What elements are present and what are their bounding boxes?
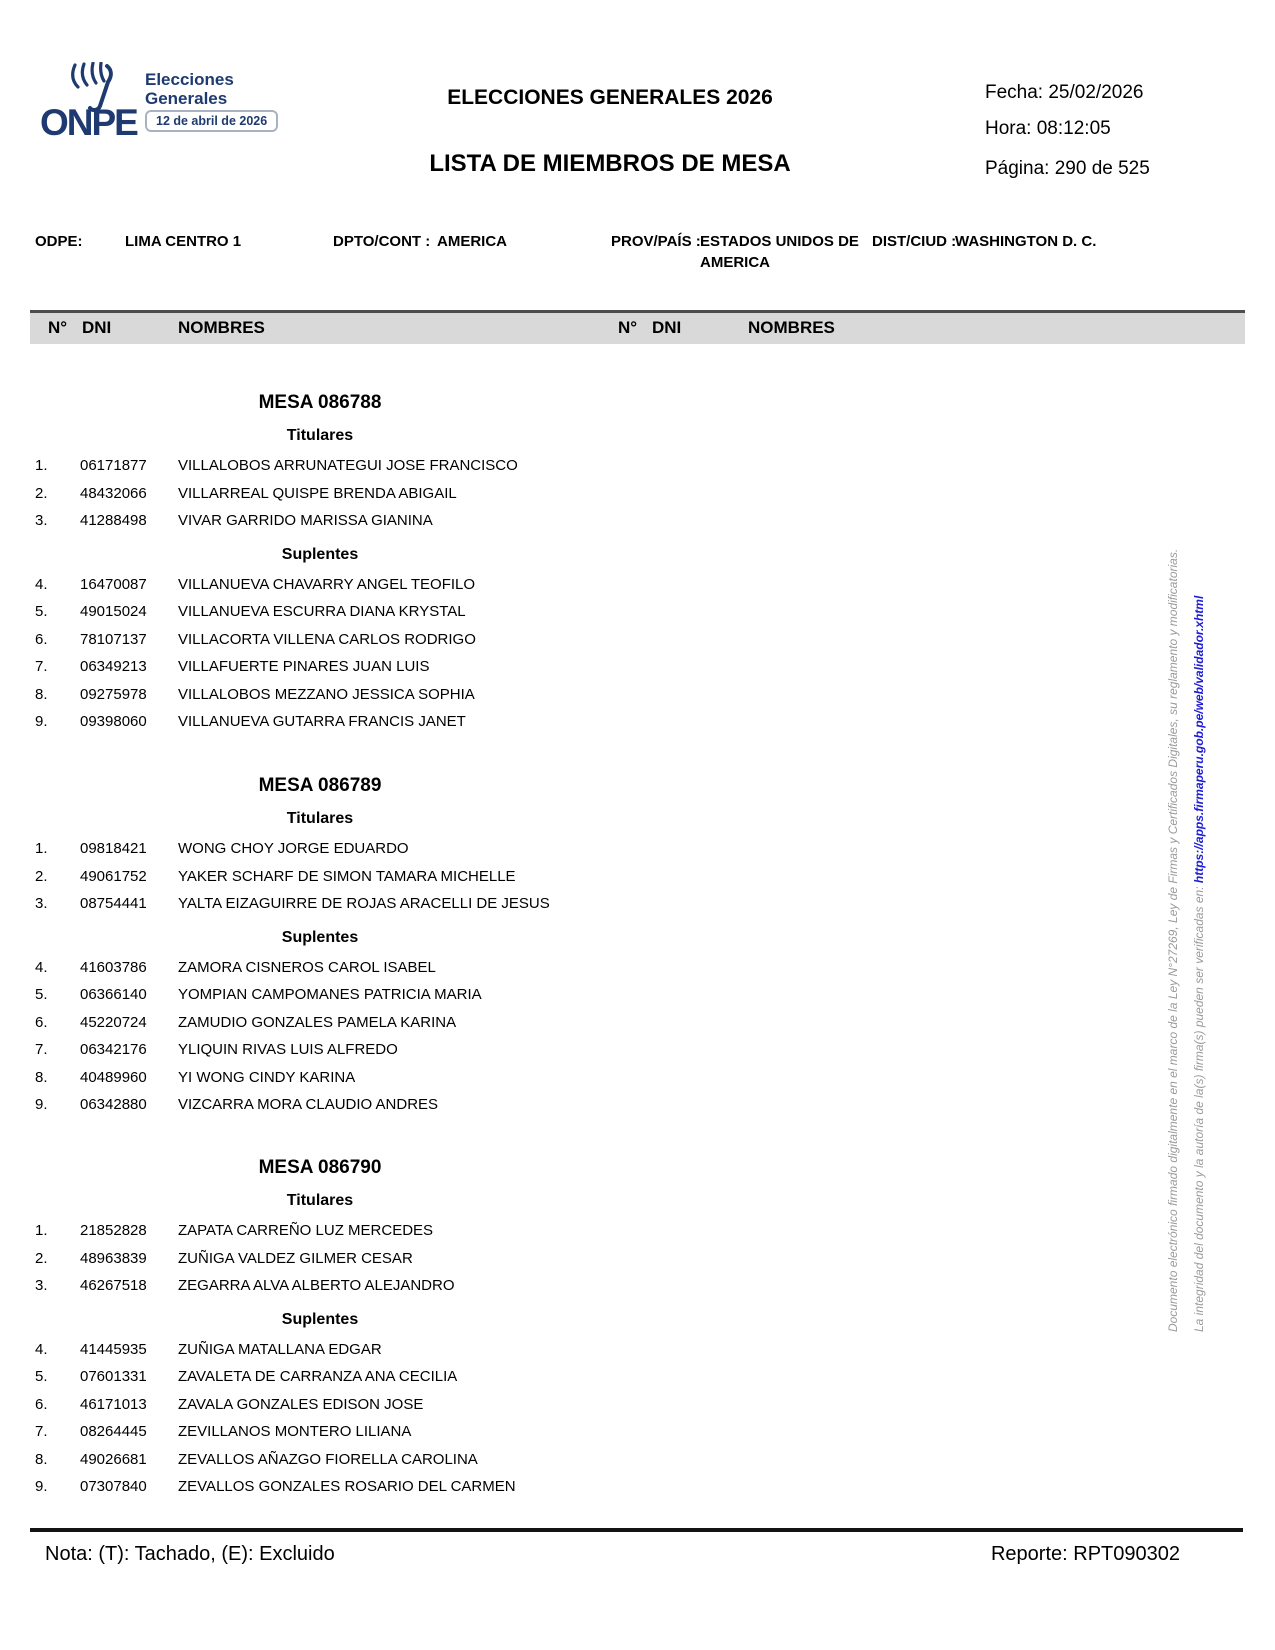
row-number: 5. xyxy=(35,986,48,1003)
member-name: ZAPATA CARREÑO LUZ MERCEDES xyxy=(178,1222,434,1239)
col-header-dni-2: DNI xyxy=(652,318,682,337)
member-row xyxy=(30,658,610,686)
member-row xyxy=(30,686,610,714)
report-code: Reporte: RPT090302 xyxy=(990,1543,1180,1565)
member-dni: 49026681 xyxy=(80,1450,147,1468)
member-row xyxy=(30,959,610,987)
election-date-badge: 12 de abril de 2026 xyxy=(145,110,278,132)
mesa-title: MESA 086790 xyxy=(258,1157,382,1178)
member-dni: 48432066 xyxy=(80,484,147,502)
signature-note-prefix: La integridad del documento y la autoría de la(s) firma(s) pueden ser verificadas en: xyxy=(1192,883,1206,1332)
col-header-num-2: N° xyxy=(618,318,638,337)
member-dni: 07307840 xyxy=(80,1478,147,1495)
prov-label: PROV/PAÍS : xyxy=(611,233,701,250)
mesa-section xyxy=(30,775,610,1124)
member-row xyxy=(30,1277,610,1305)
odpe-value: LIMA CENTRO 1 xyxy=(125,233,242,250)
member-dni: 06342176 xyxy=(80,1041,147,1058)
onpe-wordmark: ONPE xyxy=(40,102,137,143)
row-number: 1. xyxy=(35,1222,48,1239)
row-number: 5. xyxy=(35,1368,48,1385)
member-dni: 09398060 xyxy=(80,713,147,730)
onpe-logo xyxy=(40,62,268,143)
member-name: ZAVALA GONZALES EDISON JOSE xyxy=(178,1395,424,1413)
member-name: VIZCARRA MORA CLAUDIO ANDRES xyxy=(178,1096,439,1113)
row-number: 9. xyxy=(35,1478,48,1495)
row-number: 4. xyxy=(35,575,48,593)
page-title: LISTA DE MIEMBROS DE MESA xyxy=(429,150,791,177)
signature-note-line1: Documento electrónico firmado digitalmente en el marco de la Ley N°27269, Ley de Firmas y Certificados Digitales, su reglamento y modificatorias. xyxy=(1166,548,1180,1332)
footer-divider xyxy=(30,1528,1243,1532)
row-number: 3. xyxy=(35,895,48,912)
footer-note: Nota: (T): Tachado, (E): Excluido xyxy=(45,1543,335,1565)
member-name: ZEVALLOS AÑAZGO FIORELLA CAROLINA xyxy=(178,1450,478,1468)
row-number: 7. xyxy=(35,658,48,675)
group-label: Suplentes xyxy=(281,1310,359,1328)
member-row xyxy=(30,1423,610,1451)
member-row xyxy=(30,1368,610,1396)
row-number: 2. xyxy=(35,1249,48,1267)
row-number: 3. xyxy=(35,1277,48,1294)
member-name: ZUÑIGA VALDEZ GILMER CESAR xyxy=(178,1249,413,1267)
group-label: Titulares xyxy=(286,427,354,444)
member-dni: 21852828 xyxy=(80,1222,147,1239)
member-name: ZAMUDIO GONZALES PAMELA KARINA xyxy=(178,1013,457,1031)
member-name: ZUÑIGA MATALLANA EDGAR xyxy=(178,1340,382,1358)
member-dni: 41445935 xyxy=(80,1340,147,1358)
row-number: 4. xyxy=(35,958,48,976)
member-dni: 06342880 xyxy=(80,1096,147,1113)
member-dni: 41603786 xyxy=(80,958,147,976)
member-row xyxy=(30,576,610,604)
page-number-field: Página: 290 de 525 xyxy=(985,158,1150,179)
member-row xyxy=(30,1250,610,1278)
member-row xyxy=(30,895,610,923)
odpe-label: ODPE: xyxy=(35,233,83,250)
member-row xyxy=(30,1341,610,1369)
row-number: 8. xyxy=(35,1450,48,1468)
group-label: Titulares xyxy=(286,810,354,827)
col-header-nombres: NOMBRES xyxy=(178,318,265,337)
row-number: 1. xyxy=(35,840,48,857)
member-dni: 49061752 xyxy=(80,867,147,885)
row-number: 9. xyxy=(35,713,48,730)
time-field: Hora: 08:12:05 xyxy=(985,118,1111,139)
member-name: YAKER SCHARF DE SIMON TAMARA MICHELLE xyxy=(178,867,516,885)
row-number: 8. xyxy=(35,1068,48,1086)
col-header-dni: DNI xyxy=(82,318,112,337)
member-dni: 49015024 xyxy=(80,603,147,620)
row-number: 7. xyxy=(35,1041,48,1058)
member-row xyxy=(30,868,610,896)
member-name: VIVAR GARRIDO MARISSA GIANINA xyxy=(178,512,433,529)
member-name: VILLAFUERTE PINARES JUAN LUIS xyxy=(178,658,430,675)
member-name: ZEVILLANOS MONTERO LILIANA xyxy=(178,1423,412,1440)
member-row xyxy=(30,1396,610,1424)
member-dni: 09275978 xyxy=(80,685,147,703)
member-row xyxy=(30,1451,610,1479)
member-row xyxy=(30,1478,610,1506)
member-dni: 06171877 xyxy=(80,457,147,474)
member-name: VILLANUEVA CHAVARRY ANGEL TEOFILO xyxy=(178,575,476,593)
member-row xyxy=(30,512,610,540)
row-number: 4. xyxy=(35,1340,48,1358)
member-dni: 45220724 xyxy=(80,1013,147,1031)
member-dni: 41288498 xyxy=(80,512,147,529)
member-row xyxy=(30,1041,610,1069)
member-dni: 09818421 xyxy=(80,840,147,857)
logo-tagline-line2: Generales xyxy=(145,89,228,108)
member-row xyxy=(30,1222,610,1250)
row-number: 6. xyxy=(35,630,48,648)
member-dni: 78107137 xyxy=(80,630,147,648)
mesa-title: MESA 086788 xyxy=(258,392,382,413)
logo-tagline-line1: Elecciones xyxy=(145,70,234,89)
member-row xyxy=(30,485,610,513)
member-name: ZEVALLOS GONZALES ROSARIO DEL CARMEN xyxy=(178,1478,516,1495)
member-dni: 08264445 xyxy=(80,1423,147,1440)
member-dni: 48963839 xyxy=(80,1249,147,1267)
member-row xyxy=(30,713,610,741)
col-header-num: N° xyxy=(48,318,68,337)
group-label: Suplentes xyxy=(281,545,359,563)
member-row xyxy=(30,457,610,485)
member-name: YI WONG CINDY KARINA xyxy=(178,1068,356,1086)
row-number: 8. xyxy=(35,685,48,703)
member-name: WONG CHOY JORGE EDUARDO xyxy=(178,840,409,857)
dpto-value: AMERICA xyxy=(437,233,507,250)
mesa-section xyxy=(30,1157,610,1506)
row-number: 7. xyxy=(35,1423,48,1440)
row-number: 1. xyxy=(35,457,48,474)
row-number: 3. xyxy=(35,512,48,529)
row-number: 9. xyxy=(35,1096,48,1113)
member-name: ZAMORA CISNEROS CAROL ISABEL xyxy=(178,958,436,976)
member-name: ZAVALETA DE CARRANZA ANA CECILIA xyxy=(178,1368,458,1385)
member-dni: 07601331 xyxy=(80,1368,147,1385)
member-dni: 40489960 xyxy=(80,1068,147,1086)
row-number: 2. xyxy=(35,867,48,885)
group-label: Suplentes xyxy=(281,928,359,946)
member-row xyxy=(30,631,610,659)
col-header-nombres-2: NOMBRES xyxy=(748,318,835,337)
member-name: ZEGARRA ALVA ALBERTO ALEJANDRO xyxy=(178,1277,455,1294)
dpto-label: DPTO/CONT : xyxy=(333,233,431,250)
table-header-bar xyxy=(30,310,1245,344)
row-number: 2. xyxy=(35,484,48,502)
signature-note-line2 xyxy=(1192,596,1206,1332)
member-name: YLIQUIN RIVAS LUIS ALFREDO xyxy=(178,1041,398,1058)
member-name: VILLANUEVA ESCURRA DIANA KRYSTAL xyxy=(178,603,466,620)
prov-value-line2: AMERICA xyxy=(700,254,770,271)
logo-tagline xyxy=(145,70,234,108)
member-name: VILLACORTA VILLENA CARLOS RODRIGO xyxy=(178,630,476,648)
date-field: Fecha: 25/02/2026 xyxy=(985,82,1144,103)
member-dni: 16470087 xyxy=(80,575,147,593)
member-dni: 46171013 xyxy=(80,1395,147,1413)
member-name: VILLANUEVA GUTARRA FRANCIS JANET xyxy=(178,713,466,730)
member-dni: 06349213 xyxy=(80,658,147,675)
member-row xyxy=(30,603,610,631)
row-number: 5. xyxy=(35,603,48,620)
member-row xyxy=(30,1096,610,1124)
member-dni: 06366140 xyxy=(80,986,147,1003)
member-row xyxy=(30,1014,610,1042)
prov-value-line1: ESTADOS UNIDOS DE xyxy=(700,233,859,250)
member-name: VILLALOBOS MEZZANO JESSICA SOPHIA xyxy=(178,685,475,703)
member-row xyxy=(30,840,610,868)
member-name: VILLARREAL QUISPE BRENDA ABIGAIL xyxy=(178,484,457,502)
member-row xyxy=(30,986,610,1014)
row-number: 6. xyxy=(35,1013,48,1031)
member-name: VILLALOBOS ARRUNATEGUI JOSE FRANCISCO xyxy=(178,457,518,474)
dist-label: DIST/CIUD : xyxy=(872,233,957,250)
member-dni: 46267518 xyxy=(80,1277,147,1294)
member-name: YALTA EIZAGUIRRE DE ROJAS ARACELLI DE JESUS xyxy=(178,895,550,912)
dist-value: WASHINGTON D. C. xyxy=(955,233,1097,250)
mesa-section xyxy=(30,392,610,741)
group-label: Titulares xyxy=(286,1192,354,1209)
row-number: 6. xyxy=(35,1395,48,1413)
member-dni: 08754441 xyxy=(80,895,147,912)
mesa-title: MESA 086789 xyxy=(258,775,382,796)
member-name: YOMPIAN CAMPOMANES PATRICIA MARIA xyxy=(178,986,482,1003)
member-row xyxy=(30,1069,610,1097)
validador-link[interactable]: https://apps.firmaperu.gob.pe/web/validador.xhtml xyxy=(1192,595,1206,884)
document-title: ELECCIONES GENERALES 2026 xyxy=(447,86,773,109)
